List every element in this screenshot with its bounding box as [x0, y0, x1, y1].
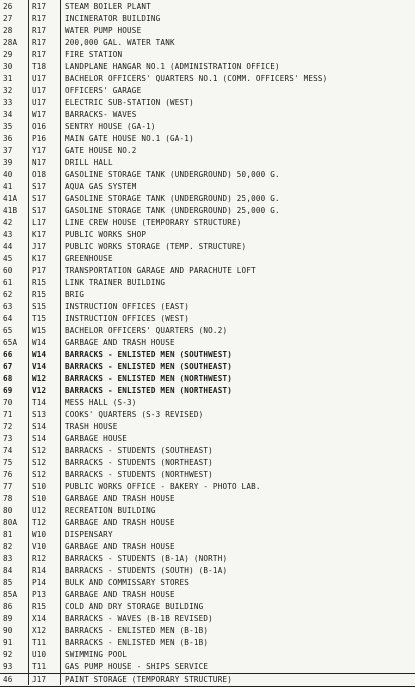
grid-location: K17: [32, 230, 47, 239]
building-number: 31: [3, 74, 13, 83]
table-row: [0, 565, 415, 577]
grid-location: Y17: [32, 146, 47, 155]
grid-location: T14: [32, 398, 47, 407]
grid-location: R15: [32, 290, 47, 299]
building-description: 200,000 GAL. WATER TANK: [65, 38, 175, 47]
building-description: DRILL HALL: [65, 158, 113, 167]
table-row: [0, 637, 415, 649]
building-number: 26: [3, 2, 13, 11]
building-number: 39: [3, 158, 13, 167]
building-description: GREENHOUSE: [65, 254, 113, 263]
table-row: [0, 481, 415, 493]
grid-location: R15: [32, 602, 47, 611]
grid-location: R17: [32, 26, 47, 35]
table-row: [0, 457, 415, 469]
table-row: [0, 109, 415, 121]
grid-location: R15: [32, 278, 47, 287]
building-number: 61: [3, 278, 13, 287]
building-number: 90: [3, 626, 13, 635]
grid-location: K17: [32, 254, 47, 263]
building-number: 66: [3, 350, 13, 359]
table-row: [0, 601, 415, 613]
building-description: BARRACKS - ENLISTED MEN (SOUTHWEST): [65, 350, 233, 359]
grid-location: W12: [32, 374, 47, 383]
grid-location: W14: [32, 350, 47, 359]
grid-location: R17: [32, 2, 47, 11]
grid-location: T11: [32, 662, 47, 671]
grid-location: U17: [32, 86, 47, 95]
building-description: GASOLINE STORAGE TANK (UNDERGROUND) 25,000 G.: [65, 206, 280, 215]
building-description: STEAM BOILER PLANT: [65, 2, 151, 11]
table-row: [0, 289, 415, 301]
building-number: 62: [3, 290, 13, 299]
building-description: GARBAGE AND TRASH HOUSE: [65, 518, 175, 527]
table-row: [0, 13, 415, 25]
building-number: 41A: [3, 194, 18, 203]
building-number: 93: [3, 662, 13, 671]
building-description: GARBAGE HOUSE: [65, 434, 128, 443]
table-row: [0, 541, 415, 553]
building-number: 28A: [3, 38, 18, 47]
building-description: GARBAGE AND TRASH HOUSE: [65, 494, 175, 503]
building-description: WATER PUMP HOUSE: [65, 26, 142, 35]
grid-location: X12: [32, 626, 47, 635]
table-row: [0, 517, 415, 529]
table-row: [0, 49, 415, 61]
building-number: 89: [3, 614, 13, 623]
table-row: [0, 661, 415, 673]
grid-location: W15: [32, 326, 47, 335]
table-row: [0, 277, 415, 289]
grid-location: X14: [32, 614, 47, 623]
grid-location: N17: [32, 158, 47, 167]
table-row: [0, 301, 415, 313]
table-row: [0, 37, 415, 49]
building-description: TRANSPORTATION GARAGE AND PARACHUTE LOFT: [65, 266, 256, 275]
building-description: LINE CREW HOUSE (TEMPORARY STRUCTURE): [65, 218, 242, 227]
grid-location: U17: [32, 98, 47, 107]
building-number: 80A: [3, 518, 18, 527]
building-number: 37: [3, 146, 13, 155]
grid-location: J17: [32, 242, 47, 251]
building-description: BRIG: [65, 290, 85, 299]
building-description: BARRACKS - STUDENTS (SOUTH) (B-1A): [65, 566, 228, 575]
building-description: GASOLINE STORAGE TANK (UNDERGROUND) 50,000 G.: [65, 170, 280, 179]
building-number: 64: [3, 314, 13, 323]
building-description: BARRACKS - STUDENTS (B-1A) (NORTH): [65, 554, 228, 563]
building-description: GARBAGE AND TRASH HOUSE: [65, 338, 175, 347]
building-number: 29: [3, 50, 13, 59]
building-description: INSTRUCTION OFFICES (WEST): [65, 314, 190, 323]
building-description: SWIMMING POOL: [65, 650, 128, 659]
building-number: 67: [3, 362, 13, 371]
building-number: 45: [3, 254, 13, 263]
table-row: [0, 121, 415, 133]
table-row: [0, 25, 415, 37]
table-row: [0, 133, 415, 145]
building-description: BARRACKS - ENLISTED MEN (B-1B): [65, 626, 209, 635]
table-row: [0, 157, 415, 169]
grid-location: S12: [32, 470, 47, 479]
table-row: [0, 205, 415, 217]
building-description: BARRACKS - STUDENTS (NORTHWEST): [65, 470, 213, 479]
table-row: [0, 445, 415, 457]
grid-location: O16: [32, 122, 47, 131]
grid-location: T12: [32, 518, 47, 527]
grid-location: O18: [32, 170, 47, 179]
grid-location: T15: [32, 314, 47, 323]
building-number: 46: [3, 675, 13, 684]
building-number: 69: [3, 386, 13, 395]
grid-location: W14: [32, 338, 47, 347]
grid-location: P16: [32, 134, 47, 143]
building-description: PUBLIC WORKS SHOP: [65, 230, 147, 239]
grid-location: V10: [32, 542, 47, 551]
building-description: COOKS' QUARTERS (S-3 REVISED): [65, 410, 204, 419]
grid-location: S17: [32, 182, 47, 191]
building-description: BARRACKS - STUDENTS (NORTHEAST): [65, 458, 213, 467]
building-description: ELECTRIC SUB-STATION (WEST): [65, 98, 194, 107]
table-row: [0, 97, 415, 109]
building-number: 41B: [3, 206, 18, 215]
building-number: 43: [3, 230, 13, 239]
building-number: 71: [3, 410, 13, 419]
building-description: AQUA GAS SYSTEM: [65, 182, 137, 191]
building-number: 30: [3, 62, 13, 71]
table-row: [0, 409, 415, 421]
building-number: 40: [3, 170, 13, 179]
table-row: [0, 145, 415, 157]
building-description: GARBAGE AND TRASH HOUSE: [65, 590, 175, 599]
table-row: [0, 577, 415, 589]
building-description: PUBLIC WORKS STORAGE (TEMP. STRUCTURE): [65, 242, 247, 251]
grid-location: S17: [32, 206, 47, 215]
building-number: 77: [3, 482, 13, 491]
table-row: [0, 433, 415, 445]
building-number: 70: [3, 398, 13, 407]
table-row: [0, 349, 415, 361]
building-description: BARRACKS - STUDENTS (SOUTHEAST): [65, 446, 213, 455]
table-row: [0, 193, 415, 205]
building-number: 86: [3, 602, 13, 611]
grid-location: R17: [32, 14, 47, 23]
building-number: 72: [3, 422, 13, 431]
table-row: [0, 169, 415, 181]
building-number: 81: [3, 530, 13, 539]
table-row: [0, 241, 415, 253]
grid-location: V12: [32, 386, 47, 395]
building-number: 65A: [3, 338, 18, 347]
grid-location: S15: [32, 302, 47, 311]
grid-location: S12: [32, 446, 47, 455]
table-row: [0, 229, 415, 241]
building-description: PAINT STORAGE (TEMPORARY STRUCTURE): [65, 675, 233, 684]
grid-location: W10: [32, 530, 47, 539]
table-row: [0, 529, 415, 541]
building-description: PUBLIC WORKS OFFICE - BAKERY - PHOTO LAB.: [65, 482, 261, 491]
table-row: [0, 469, 415, 481]
table-row: [0, 361, 415, 373]
grid-location: T11: [32, 638, 47, 647]
grid-location: R12: [32, 554, 47, 563]
table-row: [0, 337, 415, 349]
table-row: [0, 493, 415, 505]
grid-location: S17: [32, 194, 47, 203]
grid-location: S10: [32, 482, 47, 491]
building-number: 91: [3, 638, 13, 647]
building-number: 60: [3, 266, 13, 275]
building-number: 42: [3, 218, 13, 227]
building-description: BARRACKS - ENLISTED MEN (B-1B): [65, 638, 209, 647]
table-row: [0, 625, 415, 637]
building-number: 83: [3, 554, 13, 563]
building-number: 33: [3, 98, 13, 107]
table-row: [0, 589, 415, 601]
building-number: 27: [3, 14, 13, 23]
building-description: FIRE STATION: [65, 50, 123, 59]
building-number: 82: [3, 542, 13, 551]
building-number: 84: [3, 566, 13, 575]
building-description: LANDPLANE HANGAR NO.1 (ADMINISTRATION OFFICE): [65, 62, 280, 71]
building-description: GATE HOUSE NO.2: [65, 146, 137, 155]
table-row: [0, 265, 415, 277]
grid-location: P13: [32, 590, 47, 599]
grid-location: S14: [32, 434, 47, 443]
grid-location: S10: [32, 494, 47, 503]
building-description: INSTRUCTION OFFICES (EAST): [65, 302, 190, 311]
building-number: 28: [3, 26, 13, 35]
building-description: TRASH HOUSE: [65, 422, 118, 431]
building-number: 76: [3, 470, 13, 479]
building-description: BARRACKS - ENLISTED MEN (NORTHEAST): [65, 386, 233, 395]
grid-location: R17: [32, 50, 47, 59]
building-description: BACHELOR OFFICERS' QUARTERS NO.1 (COMM. OFFICERS' MESS): [65, 74, 328, 83]
grid-location: W17: [32, 110, 47, 119]
building-number: 65: [3, 326, 13, 335]
grid-location: S13: [32, 410, 47, 419]
grid-location: S12: [32, 458, 47, 467]
building-description: BARRACKS - ENLISTED MEN (SOUTHEAST): [65, 362, 233, 371]
building-number: 44: [3, 242, 13, 251]
grid-location: S14: [32, 422, 47, 431]
grid-location: J17: [32, 675, 47, 684]
building-number: 35: [3, 122, 13, 131]
table-row: [0, 325, 415, 337]
building-description: DISPENSARY: [65, 530, 113, 539]
building-description: SENTRY HOUSE (GA-1): [65, 122, 156, 131]
building-number: 32: [3, 86, 13, 95]
building-list: [0, 1, 415, 687]
table-row: [0, 217, 415, 229]
table-row: [0, 253, 415, 265]
grid-location: L17: [32, 218, 47, 227]
building-number: 75: [3, 458, 13, 467]
grid-location: R17: [32, 38, 47, 47]
grid-location: U10: [32, 650, 47, 659]
building-description: BARRACKS - ENLISTED MEN (NORTHWEST): [65, 374, 233, 383]
table-row: [0, 385, 415, 397]
building-description: MESS HALL (S-3): [65, 398, 137, 407]
building-description: GARBAGE AND TRASH HOUSE: [65, 542, 175, 551]
building-number: 36: [3, 134, 13, 143]
building-description: MAIN GATE HOUSE NO.1 (GA-1): [65, 134, 194, 143]
grid-location: P14: [32, 578, 47, 587]
building-number: 92: [3, 650, 13, 659]
table-row: [0, 313, 415, 325]
grid-location: P17: [32, 266, 47, 275]
table-row: [0, 373, 415, 385]
building-description: BARRACKS - WAVES (B-1B REVISED): [65, 614, 213, 623]
building-number: 63: [3, 302, 13, 311]
building-description: LINK TRAINER BUILDING: [65, 278, 166, 287]
table-row: [0, 85, 415, 97]
grid-location: T18: [32, 62, 47, 71]
building-description: RECREATION BUILDING: [65, 506, 156, 515]
building-number: 73: [3, 434, 13, 443]
table-row: [0, 613, 415, 625]
table-row: [0, 181, 415, 193]
building-number: 68: [3, 374, 13, 383]
grid-location: U17: [32, 74, 47, 83]
grid-location: U12: [32, 506, 47, 515]
building-number: 80: [3, 506, 13, 515]
table-row: [0, 505, 415, 517]
grid-location: R14: [32, 566, 47, 575]
building-description: GAS PUMP HOUSE - SHIPS SERVICE: [65, 662, 209, 671]
grid-location: V14: [32, 362, 47, 371]
table-row: [0, 397, 415, 409]
building-number: 41: [3, 182, 13, 191]
building-description: BARRACKS- WAVES: [65, 110, 137, 119]
table-row: [0, 421, 415, 433]
building-description: BACHELOR OFFICERS' QUARTERS (NO.2): [65, 326, 228, 335]
building-description: COLD AND DRY STORAGE BUILDING: [65, 602, 204, 611]
table-row: [0, 553, 415, 565]
building-number: 74: [3, 446, 13, 455]
building-description: OFFICERS' GARAGE: [65, 86, 142, 95]
building-description: GASOLINE STORAGE TANK (UNDERGROUND) 25,000 G.: [65, 194, 280, 203]
building-number: 85A: [3, 590, 18, 599]
table-row: [0, 649, 415, 661]
building-description: INCINERATOR BUILDING: [65, 14, 161, 23]
building-number: 85: [3, 578, 13, 587]
building-number: 34: [3, 110, 13, 119]
table-row: [0, 73, 415, 85]
table-row: [0, 1, 415, 13]
building-number: 78: [3, 494, 13, 503]
table-row: [0, 61, 415, 73]
building-description: BULK AND COMMISSARY STORES: [65, 578, 190, 587]
